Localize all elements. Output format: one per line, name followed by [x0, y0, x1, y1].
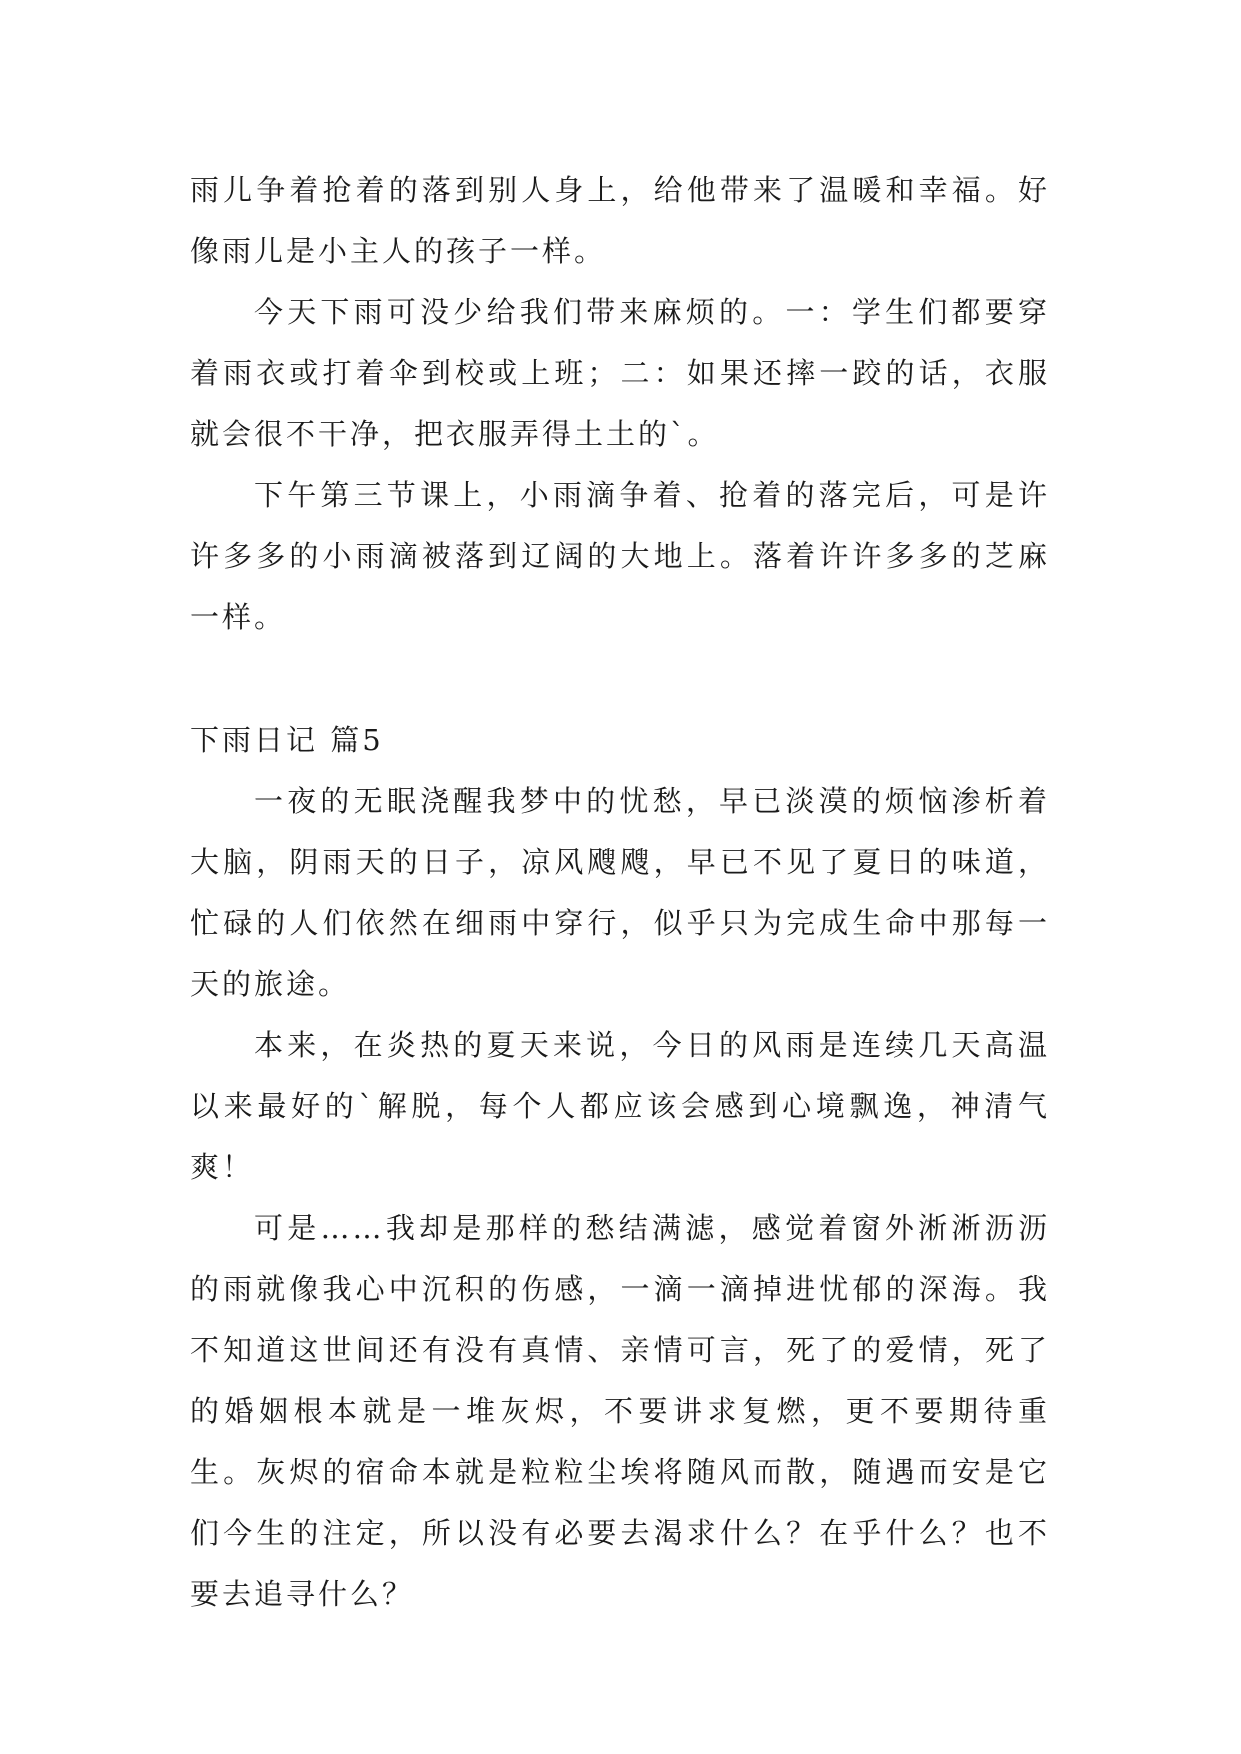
- paragraph-sleepless-night: 一夜的无眠浇醒我梦中的忧愁，早已淡漠的烦恼渗析着大脑，阴雨天的日子，凉风飕飕，早已不见了夏日的味道，忙碌的人们依然在细雨中穿行，似乎只为完成生命中那每一天的旅途。: [190, 784, 1050, 1001]
- paragraph-relief: 本来，在炎热的夏天来说，今日的风雨是连续几天高温以来最好的`解脱，每个人都应该会感到心境飘逸，神清气爽！: [190, 1028, 1050, 1184]
- section-heading: 下雨日记 篇5: [190, 723, 384, 757]
- document-body: [190, 160, 1050, 1625]
- section-gap: [190, 648, 1050, 710]
- paragraph-rain-trouble: 今天下雨可没少给我们带来麻烦的。一：学生们都要穿着雨衣或打着伞到校或上班；二：如果还摔一跤的话，衣服就会很不干净，把衣服弄得土土的`。: [190, 295, 1050, 451]
- paragraph-continuation: 雨儿争着抢着的落到别人身上，给他带来了温暖和幸福。好像雨儿是小主人的孩子一样。: [190, 173, 1050, 268]
- paragraph-afternoon-rain: 下午第三节课上，小雨滴争着、抢着的落完后，可是许许多多的小雨滴被落到辽阔的大地上。落着许许多多的芝麻一样。: [190, 478, 1050, 634]
- paragraph-melancholy: 可是……我却是那样的愁结满滤，感觉着窗外淅淅沥沥的雨就像我心中沉积的伤感，一滴一滴掉进忧郁的深海。我不知道这世间还有没有真情、亲情可言，死了的爱情，死了的婚姻根本就是一堆灰烬，不要讲求复燃，更不要期待重生。灰烬的宿命本就是粒粒尘埃将随风而散，随遇而安是它们今生的注定，所以没有必要去渴求什么？在乎什么？也不要去追寻什么？: [190, 1211, 1050, 1611]
